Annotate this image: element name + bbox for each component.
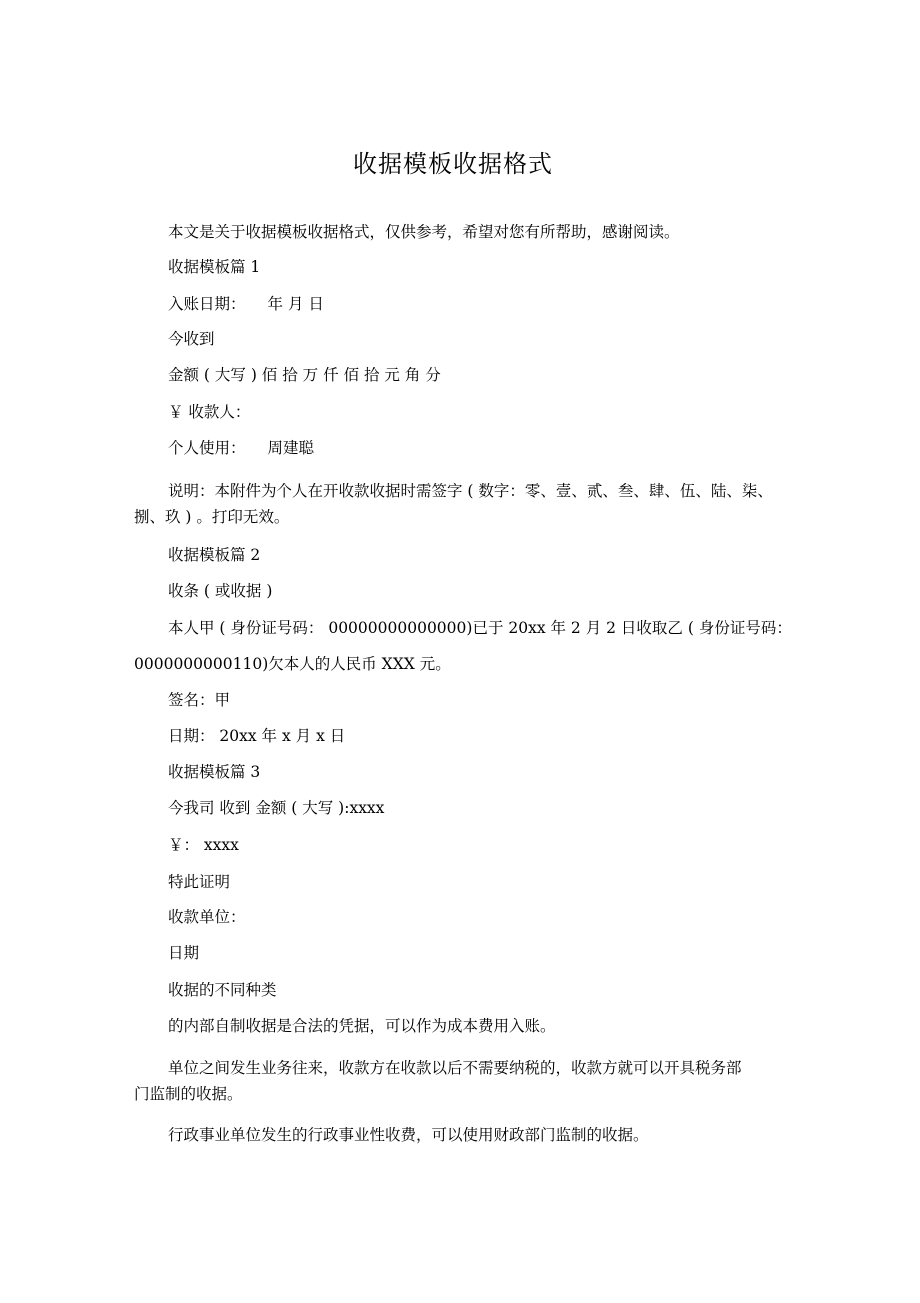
section3-date-line: 日期 bbox=[168, 944, 200, 962]
section3-received-line: 今我司 收到 金额 ( 大写 ):xxxx bbox=[168, 799, 385, 817]
amount-line: 金额 ( 大写 ) 佰 拾 万 仟 佰 拾 元 角 分 bbox=[168, 366, 441, 384]
received-from-line: 今收到 bbox=[168, 330, 215, 348]
document-title: 收据模板收据格式 bbox=[353, 150, 553, 178]
section1-heading: 收据模板篇 1 bbox=[168, 258, 261, 276]
personal-use-label: 个人使用： bbox=[168, 439, 246, 457]
signature-line: 签名：甲 bbox=[168, 691, 231, 709]
personal-use-line bbox=[168, 438, 314, 458]
entry-date-label: 入账日期： bbox=[168, 295, 246, 313]
iou-title: 收条 ( 或收据 ) bbox=[168, 582, 273, 600]
personal-use-name: 周建聪 bbox=[267, 439, 315, 457]
types-paragraph-1: 的内部自制收据是合法的凭据，可以作为成本费用入账。 bbox=[168, 1017, 556, 1035]
types-paragraph-2: 单位之间发生业务往来，收款方在收款以后不需要纳税的，收款方就可以开具税务部门监制的收据。 bbox=[134, 1059, 742, 1103]
section2-date-line: 日期： 20xx 年 x 月 x 日 bbox=[168, 727, 346, 745]
section1-note: 说明：本附件为个人在开收款收据时需签字 ( 数字：零、壹、贰、叁、肆、伍、陆、柒、捌、玖 ) 。打印无效。 bbox=[134, 482, 773, 526]
entry-date-value: 年 月 日 bbox=[267, 295, 324, 313]
entry-date-line bbox=[168, 294, 324, 314]
payee-line: ￥ 收款人： bbox=[168, 403, 251, 421]
certify-line: 特此证明 bbox=[168, 873, 231, 891]
section3-heading: 收据模板篇 3 bbox=[168, 763, 261, 781]
types-heading: 收据的不同种类 bbox=[168, 981, 277, 999]
intro-paragraph: 本文是关于收据模板收据格式，仅供参考，希望对您有所帮助，感谢阅读。 bbox=[168, 223, 680, 241]
section3-yuan-line: ￥： xxxx bbox=[168, 836, 239, 854]
payee-unit-line: 收款单位： bbox=[168, 908, 246, 926]
section2-heading: 收据模板篇 2 bbox=[168, 546, 261, 564]
iou-body: 本人甲 ( 身份证号码： 00000000000000)已于 20xx 年 2 月 2 日收取乙 ( 身份证号码： 0000000000110)欠本人的人民币 XXX 元。 bbox=[134, 619, 792, 673]
types-paragraph-3: 行政事业单位发生的行政事业性收费，可以使用财政部门监制的收据。 bbox=[168, 1126, 649, 1144]
